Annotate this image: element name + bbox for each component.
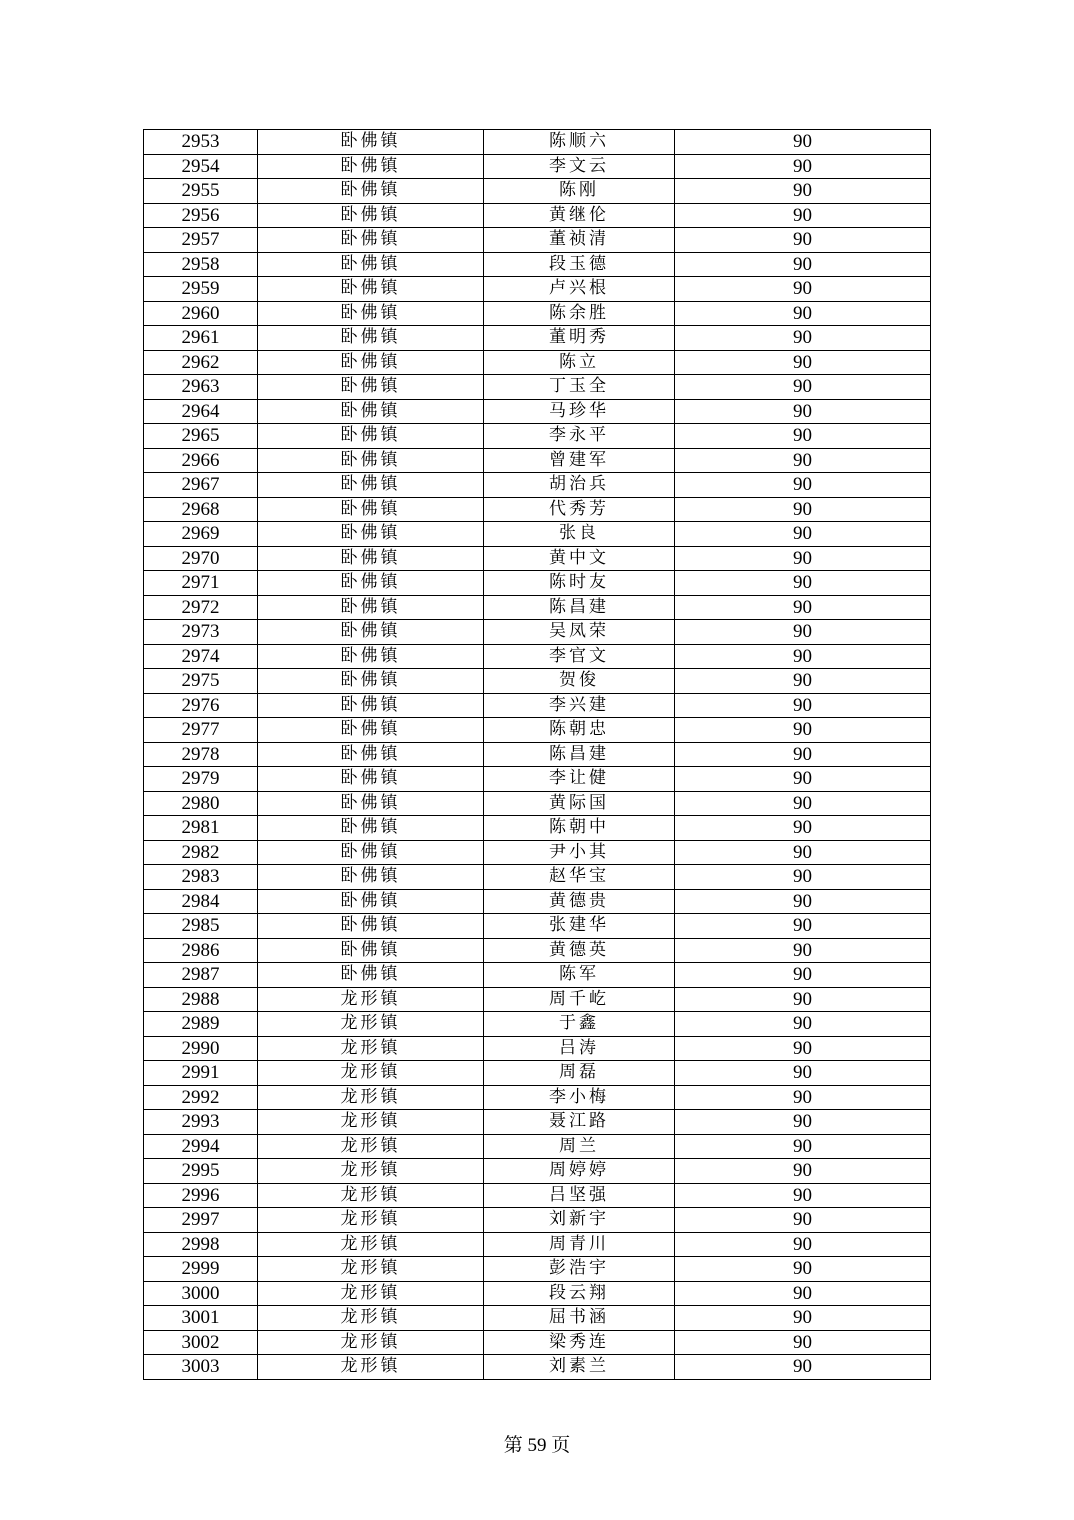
table-row — [144, 497, 931, 522]
row-number-cell: 3000 — [144, 1281, 258, 1306]
score-cell: 90 — [675, 816, 931, 841]
score-cell: 90 — [675, 448, 931, 473]
town-cell: 卧佛镇 — [258, 277, 484, 302]
table-row — [144, 350, 931, 375]
score-cell: 90 — [675, 571, 931, 596]
row-number-cell: 3001 — [144, 1306, 258, 1331]
name-cell: 赵华宝 — [484, 865, 675, 890]
town-cell: 龙形镇 — [258, 1257, 484, 1282]
row-number-cell: 2963 — [144, 375, 258, 400]
row-number-cell: 2973 — [144, 620, 258, 645]
table-row — [144, 914, 931, 939]
name-cell: 黄际国 — [484, 791, 675, 816]
row-number-cell: 2959 — [144, 277, 258, 302]
name-cell: 陈顺六 — [484, 130, 675, 155]
town-cell: 卧佛镇 — [258, 179, 484, 204]
score-cell: 90 — [675, 938, 931, 963]
town-cell: 卧佛镇 — [258, 644, 484, 669]
name-cell: 李小梅 — [484, 1085, 675, 1110]
name-cell: 周磊 — [484, 1061, 675, 1086]
score-cell: 90 — [675, 350, 931, 375]
town-cell: 龙形镇 — [258, 1208, 484, 1233]
row-number-cell: 2960 — [144, 301, 258, 326]
name-cell: 周婷婷 — [484, 1159, 675, 1184]
table-row — [144, 1085, 931, 1110]
town-cell: 卧佛镇 — [258, 448, 484, 473]
town-cell: 龙形镇 — [258, 1061, 484, 1086]
row-number-cell: 2953 — [144, 130, 258, 155]
table-row — [144, 1012, 931, 1037]
row-number-cell: 2967 — [144, 473, 258, 498]
table-row — [144, 1183, 931, 1208]
data-table — [143, 129, 931, 1380]
score-cell: 90 — [675, 522, 931, 547]
town-cell: 卧佛镇 — [258, 914, 484, 939]
town-cell: 卧佛镇 — [258, 889, 484, 914]
row-number-cell: 2969 — [144, 522, 258, 547]
name-cell: 李官文 — [484, 644, 675, 669]
score-cell: 90 — [675, 742, 931, 767]
table-row — [144, 963, 931, 988]
score-cell: 90 — [675, 1281, 931, 1306]
name-cell: 陈昌建 — [484, 595, 675, 620]
row-number-cell: 2980 — [144, 791, 258, 816]
score-cell: 90 — [675, 1061, 931, 1086]
score-cell: 90 — [675, 693, 931, 718]
table-row — [144, 1134, 931, 1159]
row-number-cell: 2990 — [144, 1036, 258, 1061]
table-row — [144, 228, 931, 253]
table-row — [144, 1061, 931, 1086]
table-row — [144, 252, 931, 277]
row-number-cell: 2994 — [144, 1134, 258, 1159]
score-cell: 90 — [675, 1208, 931, 1233]
row-number-cell: 2989 — [144, 1012, 258, 1037]
table-row — [144, 718, 931, 743]
town-cell: 龙形镇 — [258, 1355, 484, 1380]
name-cell: 段玉德 — [484, 252, 675, 277]
table-row — [144, 179, 931, 204]
name-cell: 彭浩宇 — [484, 1257, 675, 1282]
name-cell: 李兴建 — [484, 693, 675, 718]
town-cell: 卧佛镇 — [258, 228, 484, 253]
name-cell: 陈朝忠 — [484, 718, 675, 743]
row-number-cell: 2961 — [144, 326, 258, 351]
name-cell: 黄德英 — [484, 938, 675, 963]
table-row — [144, 742, 931, 767]
town-cell: 卧佛镇 — [258, 326, 484, 351]
row-number-cell: 2964 — [144, 399, 258, 424]
town-cell: 卧佛镇 — [258, 791, 484, 816]
town-cell: 卧佛镇 — [258, 375, 484, 400]
table-row — [144, 1159, 931, 1184]
score-cell: 90 — [675, 277, 931, 302]
table-row — [144, 375, 931, 400]
name-cell: 卢兴根 — [484, 277, 675, 302]
town-cell: 卧佛镇 — [258, 767, 484, 792]
name-cell: 董祯清 — [484, 228, 675, 253]
town-cell: 龙形镇 — [258, 1134, 484, 1159]
score-cell: 90 — [675, 1159, 931, 1184]
score-cell: 90 — [675, 644, 931, 669]
town-cell: 卧佛镇 — [258, 350, 484, 375]
row-number-cell: 2983 — [144, 865, 258, 890]
town-cell: 卧佛镇 — [258, 424, 484, 449]
row-number-cell: 2977 — [144, 718, 258, 743]
score-cell: 90 — [675, 375, 931, 400]
score-cell: 90 — [675, 301, 931, 326]
name-cell: 陈时友 — [484, 571, 675, 596]
row-number-cell: 3002 — [144, 1330, 258, 1355]
score-cell: 90 — [675, 1012, 931, 1037]
town-cell: 卧佛镇 — [258, 816, 484, 841]
row-number-cell: 2981 — [144, 816, 258, 841]
row-number-cell: 2970 — [144, 546, 258, 571]
row-number-cell: 2998 — [144, 1232, 258, 1257]
row-number-cell: 2987 — [144, 963, 258, 988]
name-cell: 陈朝中 — [484, 816, 675, 841]
name-cell: 吴凤荣 — [484, 620, 675, 645]
score-cell: 90 — [675, 179, 931, 204]
table-row — [144, 571, 931, 596]
town-cell: 卧佛镇 — [258, 522, 484, 547]
name-cell: 丁玉全 — [484, 375, 675, 400]
name-cell: 代秀芳 — [484, 497, 675, 522]
score-cell: 90 — [675, 987, 931, 1012]
name-cell: 陈余胜 — [484, 301, 675, 326]
table-row — [144, 889, 931, 914]
table-row — [144, 203, 931, 228]
town-cell: 卧佛镇 — [258, 693, 484, 718]
row-number-cell: 2958 — [144, 252, 258, 277]
table-row — [144, 301, 931, 326]
town-cell: 卧佛镇 — [258, 301, 484, 326]
town-cell: 卧佛镇 — [258, 203, 484, 228]
score-cell: 90 — [675, 203, 931, 228]
table-row — [144, 938, 931, 963]
score-cell: 90 — [675, 399, 931, 424]
table-row — [144, 620, 931, 645]
name-cell: 曾建军 — [484, 448, 675, 473]
table-row — [144, 130, 931, 155]
name-cell: 张良 — [484, 522, 675, 547]
row-number-cell: 2997 — [144, 1208, 258, 1233]
table-row — [144, 546, 931, 571]
town-cell: 龙形镇 — [258, 1330, 484, 1355]
row-number-cell: 2955 — [144, 179, 258, 204]
score-cell: 90 — [675, 620, 931, 645]
name-cell: 马珍华 — [484, 399, 675, 424]
town-cell: 卧佛镇 — [258, 595, 484, 620]
row-number-cell: 2992 — [144, 1085, 258, 1110]
score-cell: 90 — [675, 326, 931, 351]
name-cell: 张建华 — [484, 914, 675, 939]
table-row — [144, 424, 931, 449]
table-row — [144, 644, 931, 669]
score-cell: 90 — [675, 228, 931, 253]
row-number-cell: 2956 — [144, 203, 258, 228]
score-cell: 90 — [675, 1232, 931, 1257]
table-row — [144, 1036, 931, 1061]
row-number-cell: 2962 — [144, 350, 258, 375]
name-cell: 刘素兰 — [484, 1355, 675, 1380]
name-cell: 李让健 — [484, 767, 675, 792]
table-row — [144, 448, 931, 473]
row-number-cell: 2954 — [144, 154, 258, 179]
table-row — [144, 865, 931, 890]
name-cell: 董明秀 — [484, 326, 675, 351]
score-cell: 90 — [675, 1036, 931, 1061]
score-cell: 90 — [675, 1134, 931, 1159]
score-cell: 90 — [675, 840, 931, 865]
score-cell: 90 — [675, 1355, 931, 1380]
score-cell: 90 — [675, 1183, 931, 1208]
name-cell: 刘新宇 — [484, 1208, 675, 1233]
table-row — [144, 522, 931, 547]
name-cell: 黄中文 — [484, 546, 675, 571]
table-row — [144, 1110, 931, 1135]
name-cell: 陈军 — [484, 963, 675, 988]
row-number-cell: 2966 — [144, 448, 258, 473]
name-cell: 胡治兵 — [484, 473, 675, 498]
score-cell: 90 — [675, 154, 931, 179]
row-number-cell: 2995 — [144, 1159, 258, 1184]
row-number-cell: 2982 — [144, 840, 258, 865]
name-cell: 黄继伦 — [484, 203, 675, 228]
name-cell: 贺俊 — [484, 669, 675, 694]
name-cell: 梁秀连 — [484, 1330, 675, 1355]
name-cell: 聂江路 — [484, 1110, 675, 1135]
name-cell: 于鑫 — [484, 1012, 675, 1037]
name-cell: 吕涛 — [484, 1036, 675, 1061]
town-cell: 卧佛镇 — [258, 669, 484, 694]
town-cell: 卧佛镇 — [258, 571, 484, 596]
name-cell: 周兰 — [484, 1134, 675, 1159]
table-row — [144, 840, 931, 865]
town-cell: 卧佛镇 — [258, 620, 484, 645]
town-cell: 卧佛镇 — [258, 742, 484, 767]
table-row — [144, 154, 931, 179]
row-number-cell: 2972 — [144, 595, 258, 620]
row-number-cell: 2984 — [144, 889, 258, 914]
town-cell: 龙形镇 — [258, 1012, 484, 1037]
name-cell: 李永平 — [484, 424, 675, 449]
table-row — [144, 326, 931, 351]
town-cell: 卧佛镇 — [258, 252, 484, 277]
score-cell: 90 — [675, 963, 931, 988]
town-cell: 卧佛镇 — [258, 938, 484, 963]
score-cell: 90 — [675, 718, 931, 743]
town-cell: 卧佛镇 — [258, 130, 484, 155]
table-row — [144, 791, 931, 816]
town-cell: 龙形镇 — [258, 1281, 484, 1306]
row-number-cell: 2986 — [144, 938, 258, 963]
row-number-cell: 2957 — [144, 228, 258, 253]
name-cell: 陈刚 — [484, 179, 675, 204]
row-number-cell: 2999 — [144, 1257, 258, 1282]
town-cell: 龙形镇 — [258, 1085, 484, 1110]
name-cell: 屈书涵 — [484, 1306, 675, 1331]
score-cell: 90 — [675, 865, 931, 890]
town-cell: 卧佛镇 — [258, 497, 484, 522]
row-number-cell: 2988 — [144, 987, 258, 1012]
row-number-cell: 3003 — [144, 1355, 258, 1380]
table-row — [144, 1306, 931, 1331]
table-row — [144, 1232, 931, 1257]
table-row — [144, 1330, 931, 1355]
table-row — [144, 669, 931, 694]
score-cell: 90 — [675, 1330, 931, 1355]
row-number-cell: 2985 — [144, 914, 258, 939]
town-cell: 卧佛镇 — [258, 865, 484, 890]
table-row — [144, 399, 931, 424]
town-cell: 卧佛镇 — [258, 473, 484, 498]
score-cell: 90 — [675, 767, 931, 792]
score-cell: 90 — [675, 914, 931, 939]
town-cell: 卧佛镇 — [258, 399, 484, 424]
score-cell: 90 — [675, 497, 931, 522]
table-row — [144, 1281, 931, 1306]
table-row — [144, 473, 931, 498]
score-cell: 90 — [675, 1110, 931, 1135]
score-cell: 90 — [675, 1306, 931, 1331]
row-number-cell: 2975 — [144, 669, 258, 694]
town-cell: 龙形镇 — [258, 1183, 484, 1208]
town-cell: 龙形镇 — [258, 1110, 484, 1135]
score-cell: 90 — [675, 130, 931, 155]
town-cell: 龙形镇 — [258, 1306, 484, 1331]
town-cell: 卧佛镇 — [258, 154, 484, 179]
score-cell: 90 — [675, 252, 931, 277]
name-cell: 周千屹 — [484, 987, 675, 1012]
name-cell: 李文云 — [484, 154, 675, 179]
row-number-cell: 2968 — [144, 497, 258, 522]
town-cell: 龙形镇 — [258, 1159, 484, 1184]
table-row — [144, 277, 931, 302]
name-cell: 吕坚强 — [484, 1183, 675, 1208]
score-cell: 90 — [675, 546, 931, 571]
table-row — [144, 816, 931, 841]
row-number-cell: 2978 — [144, 742, 258, 767]
town-cell: 卧佛镇 — [258, 840, 484, 865]
table-row — [144, 1355, 931, 1380]
row-number-cell: 2979 — [144, 767, 258, 792]
name-cell: 黄德贵 — [484, 889, 675, 914]
score-cell: 90 — [675, 424, 931, 449]
town-cell: 龙形镇 — [258, 1036, 484, 1061]
town-cell: 卧佛镇 — [258, 546, 484, 571]
row-number-cell: 2974 — [144, 644, 258, 669]
row-number-cell: 2991 — [144, 1061, 258, 1086]
row-number-cell: 2971 — [144, 571, 258, 596]
table-row — [144, 987, 931, 1012]
score-cell: 90 — [675, 1257, 931, 1282]
score-cell: 90 — [675, 791, 931, 816]
row-number-cell: 2976 — [144, 693, 258, 718]
town-cell: 卧佛镇 — [258, 963, 484, 988]
table-row — [144, 595, 931, 620]
table-row — [144, 1257, 931, 1282]
name-cell: 段云翔 — [484, 1281, 675, 1306]
name-cell: 尹小其 — [484, 840, 675, 865]
score-cell: 90 — [675, 595, 931, 620]
table-body — [144, 130, 931, 1380]
row-number-cell: 2965 — [144, 424, 258, 449]
score-cell: 90 — [675, 1085, 931, 1110]
table-row — [144, 1208, 931, 1233]
name-cell: 周青川 — [484, 1232, 675, 1257]
score-cell: 90 — [675, 669, 931, 694]
town-cell: 龙形镇 — [258, 987, 484, 1012]
score-cell: 90 — [675, 889, 931, 914]
page-number: 第 59 页 — [503, 1435, 571, 1456]
table-row — [144, 693, 931, 718]
town-cell: 龙形镇 — [258, 1232, 484, 1257]
town-cell: 卧佛镇 — [258, 718, 484, 743]
row-number-cell: 2996 — [144, 1183, 258, 1208]
table-row — [144, 767, 931, 792]
name-cell: 陈昌建 — [484, 742, 675, 767]
name-cell: 陈立 — [484, 350, 675, 375]
row-number-cell: 2993 — [144, 1110, 258, 1135]
score-cell: 90 — [675, 473, 931, 498]
